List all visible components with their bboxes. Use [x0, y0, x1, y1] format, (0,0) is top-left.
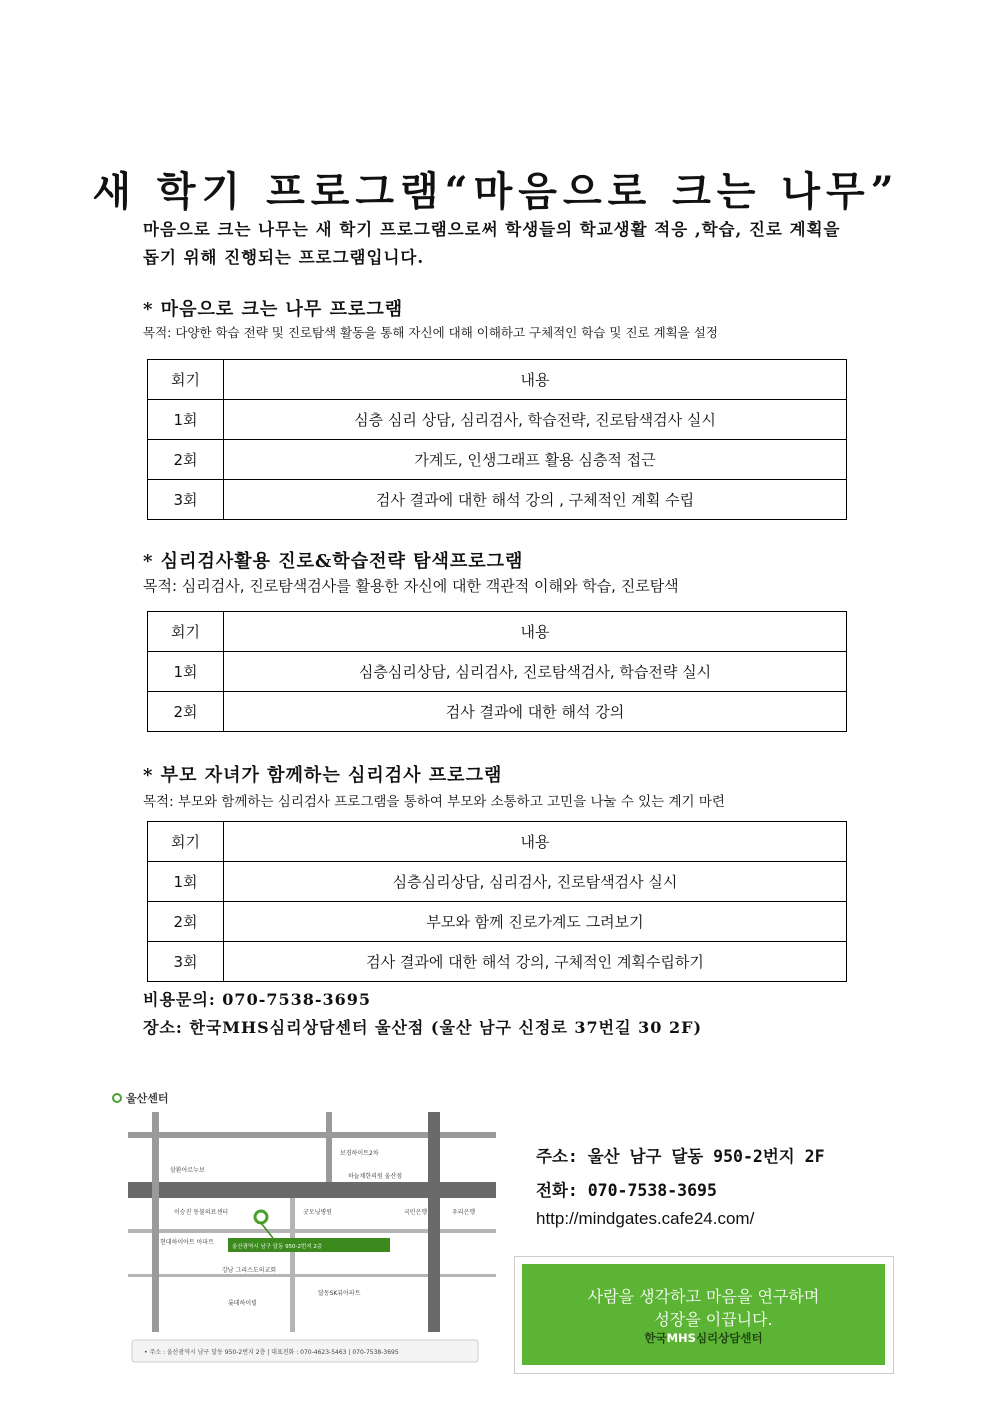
cost-inquiry: 비용문의: 070-7538-3695	[143, 990, 372, 1009]
table-row	[148, 902, 847, 942]
content-cell: 검사 결과에 대한 해석 강의, 구체적인 계획수립하기	[224, 942, 847, 982]
table-row	[148, 480, 847, 520]
map-road	[128, 1132, 496, 1138]
map-road	[428, 1112, 440, 1332]
session-cell: 3회	[148, 480, 224, 520]
table-header-row	[148, 612, 847, 652]
session-cell: 2회	[148, 440, 224, 480]
table-row	[148, 942, 847, 982]
location-text: 장소: 한국MHS심리상담센터 울산점 (울산 남구 신정로 37번길 30 2F)	[143, 1018, 703, 1037]
banner-brand: 한국MHS심리상담센터	[644, 1331, 763, 1345]
session-cell: 2회	[148, 902, 224, 942]
map-place: 강남 그리스도의교회	[222, 1267, 277, 1274]
header-content: 내용	[224, 612, 847, 652]
header-session: 회기	[148, 360, 224, 400]
page-title: 새 학기 프로그램“마음으로 크는 나무”	[92, 168, 900, 215]
map-road	[290, 1198, 295, 1332]
section-3-heading: * 부모 자녀가 함께하는 심리검사 프로그램	[143, 765, 503, 786]
session-cell: 1회	[148, 652, 224, 692]
section-1-heading: * 마음으로 크는 나무 프로그램	[143, 299, 404, 320]
content-cell: 부모와 함께 진로가계도 그려보기	[224, 902, 847, 942]
map-road	[128, 1274, 496, 1277]
session-cell: 1회	[148, 862, 224, 902]
location-map[interactable]	[128, 1112, 496, 1367]
table-row	[148, 862, 847, 902]
map-place: 현대하이아트 아파트	[160, 1239, 215, 1246]
content-cell: 검사 결과에 대한 해석 강의	[224, 692, 847, 732]
section-1-table	[147, 359, 847, 520]
contact-address: 주소: 울산 남구 달동 950-2번지 2F	[536, 1147, 825, 1166]
contact-url[interactable]: http://mindgates.cafe24.com/	[536, 1209, 755, 1228]
section-2-purpose: 목적: 심리검사, 진로탐색검사를 활용한 자신에 대한 객관적 이해와 학습, 진로탐색	[143, 577, 679, 595]
map-place: 삼환아르누보	[170, 1167, 205, 1174]
session-cell: 2회	[148, 692, 224, 732]
map-label: 울산센터	[126, 1092, 169, 1105]
header-session: 회기	[148, 612, 224, 652]
header-session: 회기	[148, 822, 224, 862]
map-place: 우리은행	[452, 1209, 476, 1216]
banner-line-2: 성장을 이끕니다.	[654, 1310, 773, 1329]
content-cell: 심층심리상담, 심리검사, 진로탐색검사, 학습전략 실시	[224, 652, 847, 692]
session-cell: 1회	[148, 400, 224, 440]
map-road	[128, 1182, 496, 1198]
table-row	[148, 692, 847, 732]
map-place: 보경하이트2차	[340, 1150, 379, 1157]
table-row	[148, 652, 847, 692]
map-road	[326, 1112, 332, 1182]
map-place: 달동SK뷰아파트	[318, 1290, 361, 1297]
map-road	[152, 1112, 159, 1332]
table-header-row	[148, 360, 847, 400]
map-footer: • 주소 : 울산광역시 남구 달동 950-2번지 2층 | 대표전화 : 070-4623-5463 | 070-7538-3695	[144, 1349, 399, 1356]
contact-phone: 전화: 070-7538-3695	[536, 1181, 717, 1200]
section-2-table	[147, 611, 847, 732]
map-place: 굿모닝병원	[303, 1209, 332, 1216]
center-banner	[522, 1264, 885, 1365]
content-cell: 가계도, 인생그래프 활용 심층적 접근	[224, 440, 847, 480]
map-place: 국민은행	[404, 1209, 428, 1216]
table-row	[148, 400, 847, 440]
map-road	[128, 1229, 496, 1233]
table-row	[148, 440, 847, 480]
section-2-heading: * 심리검사활용 진로&학습전략 탐색프로그램	[143, 551, 524, 572]
header-content: 내용	[224, 822, 847, 862]
section-3-table	[147, 821, 847, 982]
section-3-purpose: 목적: 부모와 함께하는 심리검사 프로그램을 통하여 부모와 소통하고 고민을 나눌 수 있는 계기 마련	[143, 794, 725, 810]
map-place: 이승진 동물의료센터	[174, 1209, 229, 1216]
content-cell: 심층심리상담, 심리검사, 진로탐색검사 실시	[224, 862, 847, 902]
table-header-row	[148, 822, 847, 862]
banner-line-1: 사람을 생각하고 마음을 연구하며	[587, 1287, 820, 1306]
content-cell: 심층 심리 상담, 심리검사, 학습전략, 진로탐색검사 실시	[224, 400, 847, 440]
map-address-text: 울산광역시 남구 달동 950-2번지 2층	[232, 1244, 323, 1250]
map-place: 하늘채한의원 울산점	[348, 1173, 403, 1180]
header-content: 내용	[224, 360, 847, 400]
map-place: 롯데하이빌	[228, 1300, 257, 1307]
map-pin-icon	[255, 1211, 267, 1223]
content-cell: 검사 결과에 대한 해석 강의 , 구체적인 계획 수립	[224, 480, 847, 520]
section-1-purpose: 목적: 다양한 학습 전략 및 진로탐색 활동을 통해 자신에 대해 이해하고 구체적인 학습 및 진로 계획을 설정	[143, 325, 718, 340]
session-cell: 3회	[148, 942, 224, 982]
intro-text: 마음으로 크는 나무는 새 학기 프로그램으로써 학생들의 학교생활 적응 ,학습, 진로 계획을 돕기 위해 진행되는 프로그램입니다.	[143, 220, 841, 267]
